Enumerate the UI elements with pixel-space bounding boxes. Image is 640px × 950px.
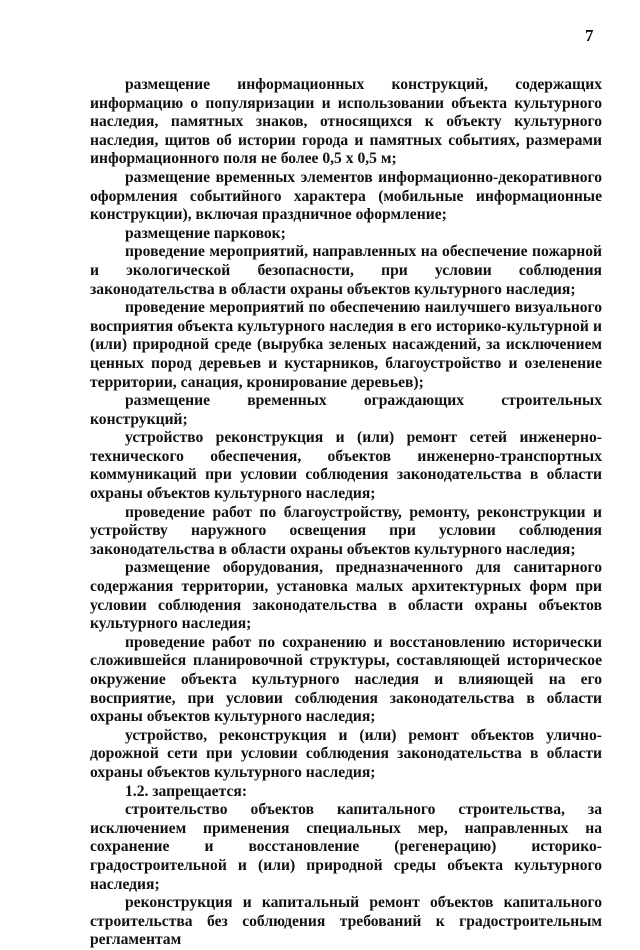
paragraph: реконструкция и капитальный ремонт объектов капитального строительства без соблюдения требований к градостроительным регламентам (90, 894, 602, 949)
paragraph: устройство реконструкция и (или) ремонт сетей инженерно-технического обеспечения, объектов инженерно-транспортных коммуникаций при условии соблюдения законодательства в области охраны объектов культурного наследия; (90, 429, 602, 503)
paragraph: строительство объектов капитального строительства, за исключением применения специальных мер, направленных на сохранение и восстановление (регенерацию) историко-градостроительной и (или) природной среды объекта культурного наследия; (90, 801, 602, 893)
paragraph: размещение парковок; (125, 224, 286, 242)
paragraph: размещение оборудования, предназначенного для санитарного содержания территории, установка малых архитектурных форм при условии соблюдения законодательства в области охраны объектов культурного наследия; (90, 559, 602, 633)
paragraph: проведение мероприятий по обеспечению наилучшего визуального восприятия объекта культурного наследия в его историко-культурной и (или) природной среде (вырубка зеленых насаждений, за исключением ценных пород деревьев и кустарников, благоустройство и озеленение территории, санация, кронирование деревьев); (90, 299, 602, 391)
paragraph: устройство, реконструкция и (или) ремонт объектов улично-дорожной сети при условии соблюдения законодательства в области охраны объектов культурного наследия; (90, 726, 602, 781)
paragraph: размещение временных элементов информационно-декоративного оформления событийного характера (мобильные информационные конструкции), включая праздничное оформление; (90, 168, 602, 224)
page-number: 7 (585, 26, 594, 45)
paragraph: размещение временных ограждающих строительных конструкций; (90, 392, 602, 428)
paragraph: проведение работ по благоустройству, ремонту, реконструкции и устройству наружного освещения при условии соблюдения законодательства в области охраны объектов культурного наследия; (90, 503, 602, 558)
paragraph-heading: 1.2. запрещается: (125, 782, 248, 800)
document-body (90, 76, 602, 950)
paragraph: размещение информационных конструкций, содержащих информацию о популяризации и использовании объекта культурного наследия, памятных знаков, относящихся к объекту культурного наследия, щитов об истории города и памятных событиях, размерами информационного поля не более 0,5 х 0,5 м; (90, 76, 602, 168)
paragraph: проведение мероприятий, направленных на обеспечение пожарной и экологической безопасности, при условии соблюдения законодательства в области охраны объектов культурного наследия; (90, 243, 602, 298)
paragraph: проведение работ по сохранению и восстановлению исторически сложившейся планировочной структуры, составляющей историческое окружение объекта культурного наследия и влияющей на его восприятие, при условии соблюдения законодательства в области охраны объектов культурного наследия; (90, 633, 602, 726)
